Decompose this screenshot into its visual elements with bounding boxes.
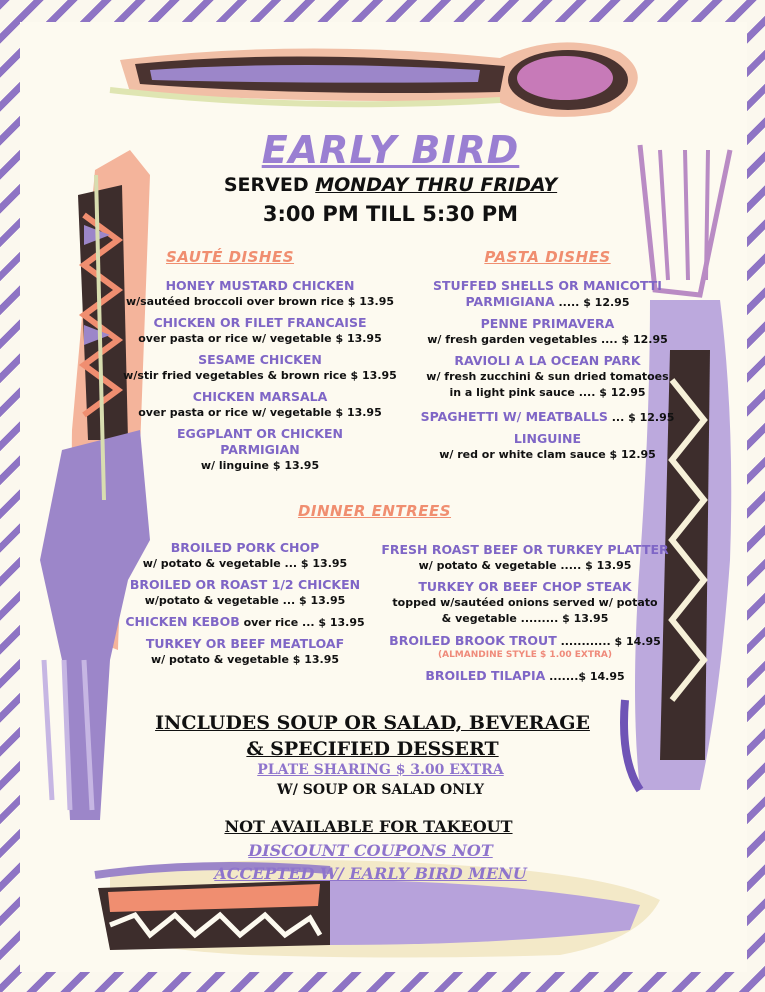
item-name: BROILED BROOK TROUT <box>389 633 557 648</box>
item-desc-line2: in a light pink sauce .... $ 12.95 <box>449 386 646 399</box>
item-name: BROILED TILAPIA <box>425 668 546 683</box>
item-name: CHICKEN KEBOB <box>125 614 240 629</box>
item-desc: w/ linguine $ 13.95 <box>200 459 320 472</box>
item-name-line2 <box>405 294 690 311</box>
pasta-item <box>405 316 690 348</box>
dinner-item <box>100 636 390 668</box>
includes-notice <box>0 710 755 762</box>
saute-item <box>105 352 415 384</box>
served-prefix: SERVED <box>223 174 316 196</box>
pasta-item <box>405 278 690 311</box>
item-name: TURKEY OR BEEF MEATLOAF <box>145 636 345 651</box>
item-name-line2: PARMIGIAN <box>220 442 300 457</box>
item-name: FRESH ROAST BEEF OR TURKEY PLATTER <box>381 542 669 557</box>
item-price: ............ $ 14.95 <box>556 635 661 648</box>
takeout-notice: NOT AVAILABLE FOR TAKEOUT <box>224 817 513 836</box>
item-name: CHICKEN OR FILET FRANCAISE <box>153 315 367 330</box>
item-desc: w/ red or white clam sauce $ 12.95 <box>439 448 656 461</box>
item-name: SPAGHETTI W/ MEATBALLS <box>420 409 608 424</box>
item-note: (ALMANDINE STYLE $ 1.00 EXTRA) <box>437 650 613 660</box>
item-desc-line2: & vegetable ......... $ 13.95 <box>441 612 609 625</box>
served-days-value: MONDAY THRU FRIDAY <box>315 174 558 196</box>
pasta-item <box>405 431 690 463</box>
saute-item <box>105 315 415 347</box>
dinner-item <box>100 577 390 609</box>
pasta-item <box>405 409 690 426</box>
dinner-left-column <box>100 540 390 673</box>
item-name: SESAME CHICKEN <box>198 352 322 367</box>
item-desc: w/ potato & vegetable ..... $ 13.95 <box>418 559 632 572</box>
item-desc: over pasta or rice w/ vegetable $ 13.95 <box>138 406 382 419</box>
item-name: STUFFED SHELLS OR MANICOTTI <box>433 278 662 293</box>
item-desc: w/ fresh garden vegetables .... $ 12.95 <box>427 333 668 346</box>
item-inline-desc: over rice ... $ 13.95 <box>239 616 365 629</box>
dinner-item <box>100 614 390 631</box>
item-price: ... $ 12.95 <box>607 411 675 424</box>
includes-line1: INCLUDES SOUP OR SALAD, BEVERAGE <box>155 712 590 734</box>
item-name: PENNE PRIMAVERA <box>480 316 615 331</box>
item-desc: w/sautéed broccoli over brown rice $ 13.95 <box>125 295 395 308</box>
coupon-line2: ACCEPTED W/ EARLY BIRD MENU <box>214 864 527 883</box>
item-name2: PARMIGIANA <box>465 294 555 309</box>
item-desc: w/ potato & vegetable ... $ 13.95 <box>142 557 348 570</box>
item-name-line <box>405 409 690 426</box>
item-desc: w/ potato & vegetable $ 13.95 <box>150 653 340 666</box>
item-name: HONEY MUSTARD CHICKEN <box>165 278 355 293</box>
item-desc: topped w/sautéed onions served w/ potato <box>392 596 658 609</box>
dinner-item <box>375 633 675 660</box>
spoon-illustration <box>110 42 638 117</box>
includes-line2: & SPECIFIED DESSERT <box>246 738 499 760</box>
saute-section <box>105 248 415 479</box>
item-desc: w/ fresh zucchini & sun dried tomatoes <box>426 370 669 383</box>
item-name: CHICKEN MARSALA <box>192 389 328 404</box>
pasta-item <box>405 353 690 401</box>
dinner-item <box>375 542 675 574</box>
item-name: TURKEY OR BEEF CHOP STEAK <box>418 579 632 594</box>
saute-item <box>105 389 415 421</box>
served-days <box>8 174 765 196</box>
item-price: .......$ 14.95 <box>545 670 625 683</box>
item-name: LINGUINE <box>513 431 582 446</box>
dinner-item <box>100 540 390 572</box>
item-desc: w/potato & vegetable ... $ 13.95 <box>144 594 346 607</box>
item-desc: over pasta or rice w/ vegetable $ 13.95 <box>138 332 382 345</box>
dinner-heading: DINNER ENTREES <box>297 502 452 520</box>
plate-sharing-notice: PLATE SHARING $ 3.00 EXTRA <box>257 762 504 778</box>
pasta-section <box>405 248 690 468</box>
saute-heading: SAUTÉ DISHES <box>165 248 295 266</box>
coupon-notice <box>0 839 753 885</box>
item-name: BROILED OR ROAST 1/2 CHICKEN <box>129 577 361 592</box>
item-name: EGGPLANT OR CHICKEN <box>177 426 343 441</box>
item-name-line <box>375 668 675 685</box>
item-price: ..... $ 12.95 <box>554 296 630 309</box>
item-name: BROILED PORK CHOP <box>170 540 320 555</box>
coupon-line1: DISCOUNT COUPONS NOT <box>248 841 493 860</box>
item-name-line <box>375 633 675 650</box>
item-name: RAVIOLI A LA OCEAN PARK <box>454 353 641 368</box>
saute-item <box>105 426 415 474</box>
pasta-heading: PASTA DISHES <box>484 248 611 266</box>
dinner-item <box>375 668 675 685</box>
item-name-line <box>100 614 390 631</box>
plate-sharing-sub: W/ SOUP OR SALAD ONLY <box>277 782 484 798</box>
item-desc: w/stir fried vegetables & brown rice $ 13.95 <box>123 369 397 382</box>
saute-item <box>105 278 415 310</box>
dinner-item <box>375 579 675 627</box>
served-hours: 3:00 PM TILL 5:30 PM <box>262 202 519 226</box>
dinner-right-column <box>375 542 675 690</box>
menu-title: EARLY BIRD <box>261 128 520 172</box>
